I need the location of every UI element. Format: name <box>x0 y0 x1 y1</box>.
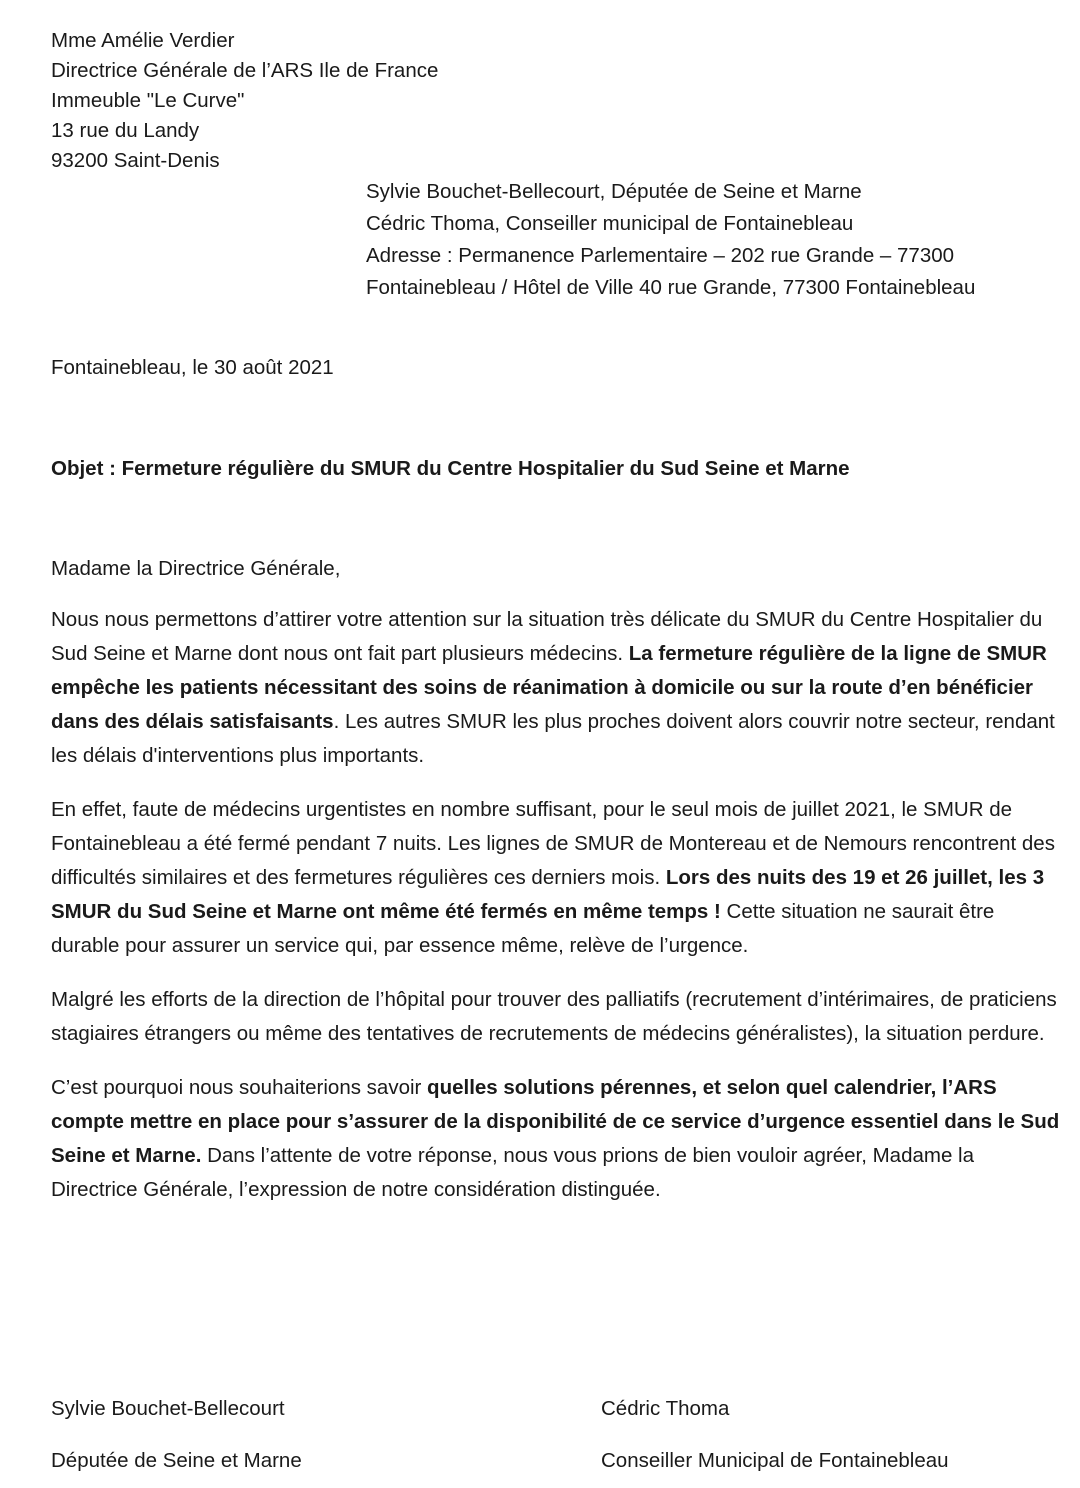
recipient-address <box>51 26 438 176</box>
paragraph-3 <box>51 983 1063 1051</box>
paragraph-4-text-a: C’est pourquoi nous souhaiterions savoir <box>51 1076 428 1099</box>
paragraph-4-text-c: Dans l’attente de votre réponse, nous vous prions de bien vouloir agréer, Madame la Directrice Générale, l’expression de notre considération distinguée. <box>51 1144 975 1201</box>
sender-address-line-1: Adresse : Permanence Parlementaire – 202 rue Grande – 77300 <box>366 244 955 267</box>
signature-right-name: Cédric Thoma <box>601 1397 730 1420</box>
paragraph-1-text-c: . Les autres SMUR les plus proches doivent alors couvrir notre secteur, rendant les délais d'interventions plus importants. <box>51 710 1055 767</box>
sender-line-2: Cédric Thoma, Conseiller municipal de Fontainebleau <box>366 212 854 235</box>
signature-left-name: Sylvie Bouchet-Bellecourt <box>51 1397 285 1420</box>
signature-left-title: Députée de Seine et Marne <box>51 1449 302 1472</box>
letter-body <box>51 603 1063 1227</box>
sender-line-1: Sylvie Bouchet-Bellecourt, Députée de Seine et Marne <box>366 180 862 203</box>
salutation: Madame la Directrice Générale, <box>51 557 341 580</box>
signature-left <box>51 1394 302 1476</box>
paragraph-2 <box>51 793 1063 963</box>
recipient-building: Immeuble "Le Curve" <box>51 89 245 112</box>
paragraph-2-text-a: En effet, faute de médecins urgentistes en nombre suffisant, pour le seul mois de juillet 2021, le SMUR de Fontainebleau a été fermé pendant 7 nuits. Les lignes de SMUR de Montereau et de Nemours rencontrent des difficultés similaires et des fermetures régulières ces derniers mois. <box>51 798 1055 889</box>
sender-address-line-2: Fontainebleau / Hôtel de Ville 40 rue Grande, 77300 Fontainebleau <box>366 276 976 299</box>
paragraph-1 <box>51 603 1063 773</box>
paragraph-4-bold: quelles solutions pérennes, et selon quel calendrier, l’ARS compte mettre en place pour s’assurer de la disponibilité de ce service d’urgence essentiel dans le Sud Seine et Marne. <box>51 1076 1060 1167</box>
letter-subject: Objet : Fermeture régulière du SMUR du Centre Hospitalier du Sud Seine et Marne <box>51 457 850 480</box>
recipient-street: 13 rue du Landy <box>51 119 200 142</box>
paragraph-4 <box>51 1071 1063 1207</box>
sender-block <box>366 176 975 304</box>
recipient-city: 93200 Saint-Denis <box>51 149 220 172</box>
signature-right-title: Conseiller Municipal de Fontainebleau <box>601 1449 949 1472</box>
paragraph-1-bold: La fermeture régulière de la ligne de SMUR empêche les patients nécessitant des soins de réanimation à domicile ou sur la route d’en bénéficier dans des délais satisfaisants <box>51 642 1047 733</box>
paragraph-1-text-a: Nous nous permettons d’attirer votre attention sur la situation très délicate du SMUR du Centre Hospitalier du Sud Seine et Marne dont nous ont fait part plusieurs médecins. <box>51 608 1043 665</box>
signature-right <box>601 1394 949 1476</box>
recipient-title: Directrice Générale de l’ARS Ile de France <box>51 59 439 82</box>
letter-date: Fontainebleau, le 30 août 2021 <box>51 356 334 379</box>
paragraph-2-text-c: Cette situation ne saurait être durable pour assurer un service qui, par essence même, relève de l’urgence. <box>51 900 995 957</box>
recipient-name: Mme Amélie Verdier <box>51 29 235 52</box>
paragraph-3-text-a: Malgré les efforts de la direction de l’hôpital pour trouver des palliatifs (recrutement d’intérimaires, de praticiens stagiaires étrangers ou même des tentatives de recrutements de médecins généralistes), la situation perdure. <box>51 988 1057 1045</box>
paragraph-2-bold: Lors des nuits des 19 et 26 juillet, les 3 SMUR du Sud Seine et Marne ont même été fermés en même temps ! <box>51 866 1045 923</box>
